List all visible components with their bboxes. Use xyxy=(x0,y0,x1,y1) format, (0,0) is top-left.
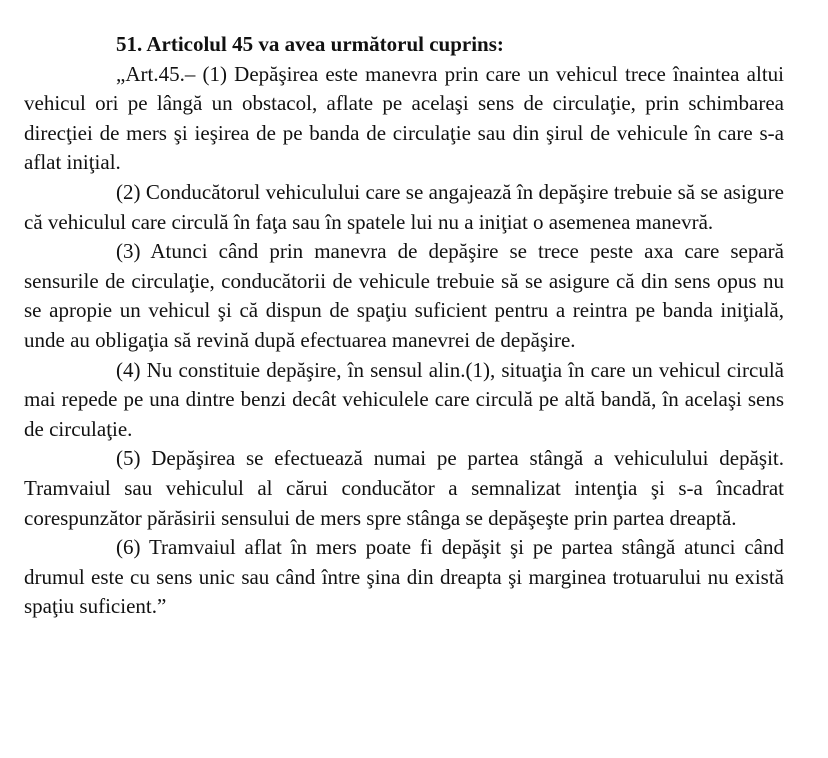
article-heading: 51. Articolul 45 va avea următorul cuprins: xyxy=(116,32,504,56)
paragraph-art45-3: (3) Atunci când prin manevra de depăşire se trece peste axa care separă sensurile de circulaţie, conducătorii de vehicule trebuie să se asigure că din sens opus nu se apropie un vehicul şi că dispun de spaţiu suficient pentru a reintra pe banda iniţială, unde au obligaţia să revină după efectuarea manevrei de depăşire. xyxy=(24,239,784,352)
paragraph-art45-4: (4) Nu constituie depăşire, în sensul alin.(1), situaţia în care un vehicul circulă mai repede pe una dintre benzi decât vehiculele care circulă pe altă bandă, în acelaşi sens de circulaţie. xyxy=(24,357,784,441)
paragraph-art45-2: (2) Conducătorul vehiculului care se angajează în depăşire trebuie să se asigure că vehiculul care circulă în faţa sau în spatele lui nu a iniţiat o asemenea manevră. xyxy=(24,179,784,234)
document-body xyxy=(24,30,784,622)
paragraph-art45-1: „Art.45.– (1) Depăşirea este manevra prin care un vehicul trece înaintea altui vehicul ori pe lângă un obstacol, aflate pe acelaşi sens de circulaţie, prin schimbarea direcţiei de mers şi ieşirea de pe banda de circulaţie sau din şirul de vehicule în care s-a aflat iniţial. xyxy=(24,61,784,175)
paragraph-art45-6: (6) Tramvaiul aflat în mers poate fi depăşit şi pe partea stângă atunci când drumul este cu sens unic sau când între şina din dreapta şi marginea trotuarului nu există spaţiu suficient.” xyxy=(24,535,784,619)
paragraph-art45-5: (5) Depăşirea se efectuează numai pe partea stângă a vehiculului depăşit. Tramvaiul sau vehiculul al cărui conducător a semnalizat intenţia şi s-a încadrat corespunzător părăsirii sensului de mers spre stânga se depăşeşte prin partea dreaptă. xyxy=(24,446,784,530)
